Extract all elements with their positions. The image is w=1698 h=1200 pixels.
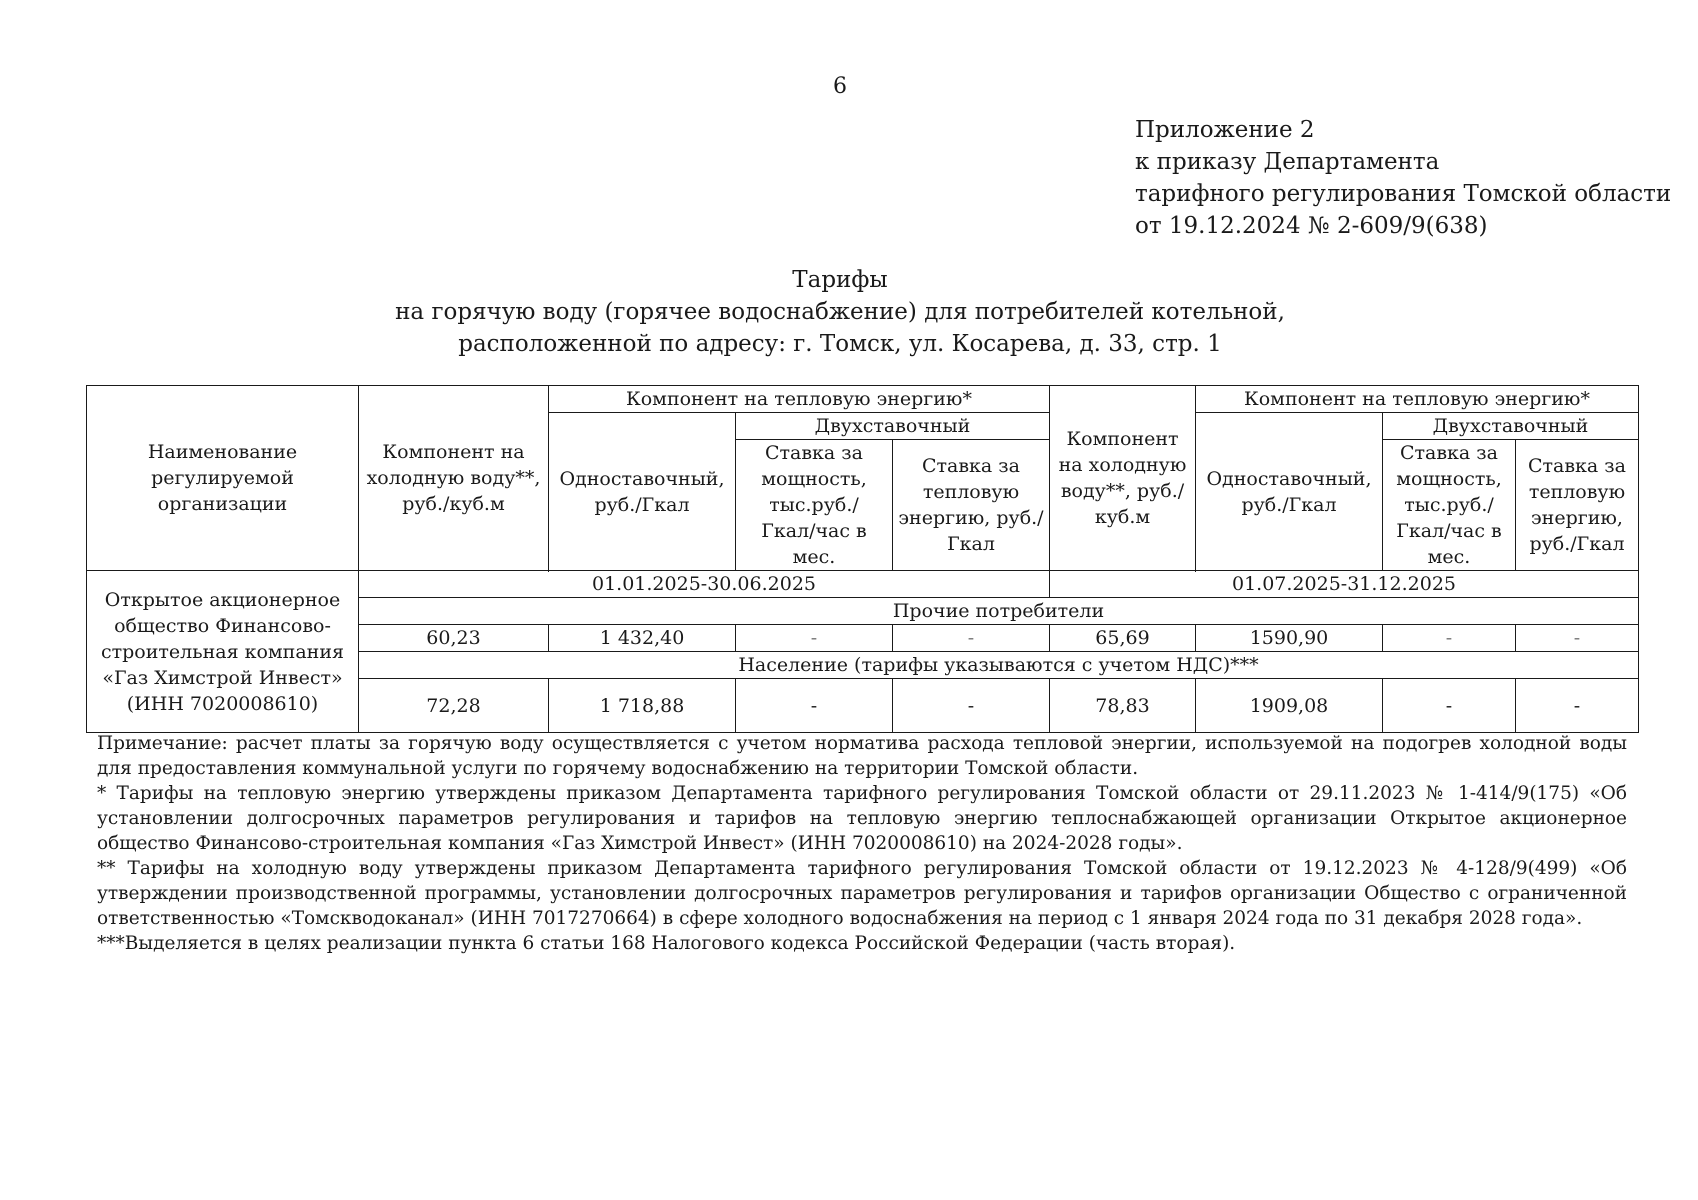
footnote-triple-star: ***Выделяется в целях реализации пункта 6 статьи 168 Налогового кодекса Российской Федерации (часть вторая). [97, 933, 1236, 954]
document-title [0, 264, 1680, 360]
header-cold-water: Компонент на холодную воду**, руб./куб.м [1050, 386, 1196, 571]
annex-line: к приказу Департамента [1135, 149, 1440, 175]
table-cell: - [1383, 679, 1516, 733]
header-cold-water: Компонент на холодную воду**, руб./куб.м [359, 386, 549, 571]
annex-line: тарифного регулирования Томской области [1135, 181, 1672, 207]
footnote-double-star: ** Тарифы на холодную воду утверждены приказом Департамента тарифного регулирования Томской области от 19.12.2023 № 4-128/9(499) «Об утверждении производственной программы, установлении долгосрочных параметров регулирования и тарифов организации Общество с ограниченной ответственностью «Томскводоканал» (ИНН 7017270664) в сфере холодного водоснабжения на период с 1 января 2024 года по 31 декабря 2028 года». [97, 858, 1627, 929]
header-single-rate: Одноставочный, руб./Гкал [1196, 413, 1383, 571]
footnotes [97, 731, 1627, 956]
table-cell: - [1516, 679, 1639, 733]
table-cell: 72,28 [359, 679, 549, 733]
table-cell: 1 718,88 [549, 679, 736, 733]
page-number: 6 [833, 74, 847, 99]
organization-name: Открытое акционерное общество Финансово-строительная компания «Газ Химстрой Инвест» (ИНН 7020008610) [87, 571, 359, 733]
title-line: Тарифы [792, 267, 888, 293]
header-heat-component: Компонент на тепловую энергию* [1196, 386, 1639, 413]
group-other-consumers: Прочие потребители [359, 598, 1639, 625]
table-cell: 1909,08 [1196, 679, 1383, 733]
title-line: на горячую воду (горячее водоснабжение) для потребителей котельной, [395, 299, 1285, 325]
annex-line: Приложение 2 [1135, 117, 1315, 143]
header-heat-component: Компонент на тепловую энергию* [549, 386, 1050, 413]
header-capacity-rate: Ставка за мощность, тыс.руб./ Гкал/час в мес. [1383, 440, 1516, 571]
table-cell: - [893, 679, 1050, 733]
group-population: Население (тарифы указываются с учетом НДС)*** [359, 652, 1639, 679]
header-energy-rate: Ставка за тепловую энергию, руб./Гкал [1516, 440, 1639, 571]
period-label: 01.01.2025-30.06.2025 [359, 571, 1050, 598]
note-paragraph: Примечание: расчет платы за горячую воду осуществляется с учетом норматива расхода тепловой энергии, используемой на подогрев холодной воды для предоставления коммунальной услуги по горячему водоснабжению на территории Томской области. [97, 733, 1627, 779]
footnote-single-star: * Тарифы на тепловую энергию утверждены приказом Департамента тарифного регулирования Томской области от 29.11.2023 № 1-414/9(175) «Об установлении долгосрочных параметров регулирования и тарифов на тепловую энергию теплоснабжающей организации Открытое акционерное общество Финансово-строительная компания «Газ Химстрой Инвест» (ИНН 7020008610) на 2024-2028 годы». [97, 783, 1627, 854]
table-cell: 60,23 [359, 625, 549, 652]
table-cell: 1 432,40 [549, 625, 736, 652]
header-capacity-rate: Ставка за мощность, тыс.руб./ Гкал/час в мес. [736, 440, 893, 571]
table-cell: - [736, 625, 893, 652]
title-line: расположенной по адресу: г. Томск, ул. Косарева, д. 33, стр. 1 [458, 331, 1222, 357]
table-cell: 78,83 [1050, 679, 1196, 733]
table-cell: 65,69 [1050, 625, 1196, 652]
annex-line: от 19.12.2024 № 2-609/9(638) [1135, 213, 1488, 239]
header-energy-rate: Ставка за тепловую энергию, руб./Гкал [893, 440, 1050, 571]
table-cell: 1590,90 [1196, 625, 1383, 652]
table-cell: - [1516, 625, 1639, 652]
table-cell: - [736, 679, 893, 733]
tariff-table [86, 385, 1639, 733]
header-two-rate: Двухставочный [1383, 413, 1639, 440]
header-single-rate: Одноставочный, руб./Гкал [549, 413, 736, 571]
table-cell: - [1383, 625, 1516, 652]
header-two-rate: Двухставочный [736, 413, 1050, 440]
annex-block [1135, 114, 1675, 242]
header-org-name: Наименование регулируемой организации [87, 386, 359, 571]
table-cell: - [893, 625, 1050, 652]
period-label: 01.07.2025-31.12.2025 [1050, 571, 1639, 598]
